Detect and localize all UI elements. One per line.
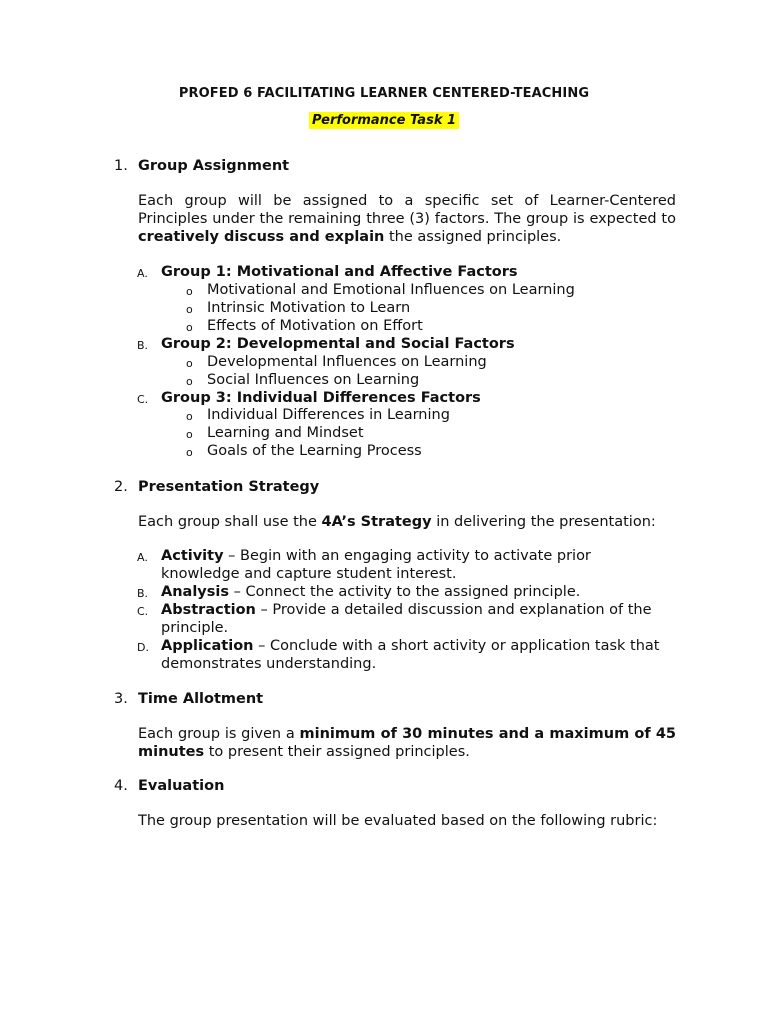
bullet-marker: o <box>186 321 193 334</box>
section-paragraph: The group presentation will be evaluated based on the following rubric: <box>138 813 658 829</box>
section-heading: Time Allotment <box>138 691 264 707</box>
section-number: 3. <box>114 691 128 707</box>
group-label: Group 1: Motivational and Affective Factors <box>161 264 518 280</box>
section-heading: Group Assignment <box>138 158 290 174</box>
list-letter: C. <box>137 393 149 406</box>
group-label: Group 3: Individual Differences Factors <box>161 390 481 406</box>
strategy-step: Activity – Begin with an engaging activity to activate prior knowledge and capture student interest. <box>161 548 591 582</box>
list-letter: B. <box>137 587 149 600</box>
section-paragraph: Each group will be assigned to a specific set of Learner-Centered Principles under the remaining three (3) factors. The group is expected to creatively discuss and explain the assigned principles. <box>138 193 676 245</box>
subtitle-wrapper <box>0 109 768 129</box>
list-letter: A. <box>137 267 148 280</box>
list-letter: A. <box>137 551 148 564</box>
list-letter: C. <box>137 605 149 618</box>
section-number: 4. <box>114 778 128 794</box>
section-paragraph: Each group is given a minimum of 30 minutes and a maximum of 45 minutes to present their assigned principles. <box>138 726 677 760</box>
list-item: Effects of Motivation on Effort <box>207 318 423 334</box>
list-item: Intrinsic Motivation to Learn <box>207 300 411 316</box>
strategy-step: Analysis – Connect the activity to the assigned principle. <box>161 584 581 600</box>
list-letter: D. <box>137 641 149 654</box>
bullet-marker: o <box>186 303 193 316</box>
list-letter: B. <box>137 339 149 352</box>
group-label: Group 2: Developmental and Social Factors <box>161 336 515 352</box>
list-item: Developmental Influences on Learning <box>207 354 487 370</box>
section-heading: Presentation Strategy <box>138 479 320 495</box>
bullet-marker: o <box>186 285 193 298</box>
section-number: 1. <box>114 158 128 174</box>
document-subtitle-highlighted: Performance Task 1 <box>309 112 459 129</box>
document-title: PROFED 6 FACILITATING LEARNER CENTERED-TEACHING <box>178 86 590 101</box>
list-item: Motivational and Emotional Influences on Learning <box>207 282 575 298</box>
strategy-step: Abstraction – Provide a detailed discussion and explanation of the principle. <box>161 602 652 636</box>
list-item: Social Influences on Learning <box>207 372 420 388</box>
bullet-marker: o <box>186 375 193 388</box>
list-item: Goals of the Learning Process <box>207 443 422 459</box>
list-item: Individual Differences in Learning <box>207 407 450 423</box>
section-heading: Evaluation <box>138 778 225 794</box>
bullet-marker: o <box>186 410 193 423</box>
section-paragraph: Each group shall use the 4A’s Strategy in delivering the presentation: <box>138 514 656 530</box>
list-item: Learning and Mindset <box>207 425 364 441</box>
strategy-step: Application – Conclude with a short activity or application task that demonstrates understanding. <box>161 638 660 672</box>
bullet-marker: o <box>186 357 193 370</box>
bullet-marker: o <box>186 446 193 459</box>
section-number: 2. <box>114 479 128 495</box>
bullet-marker: o <box>186 428 193 441</box>
